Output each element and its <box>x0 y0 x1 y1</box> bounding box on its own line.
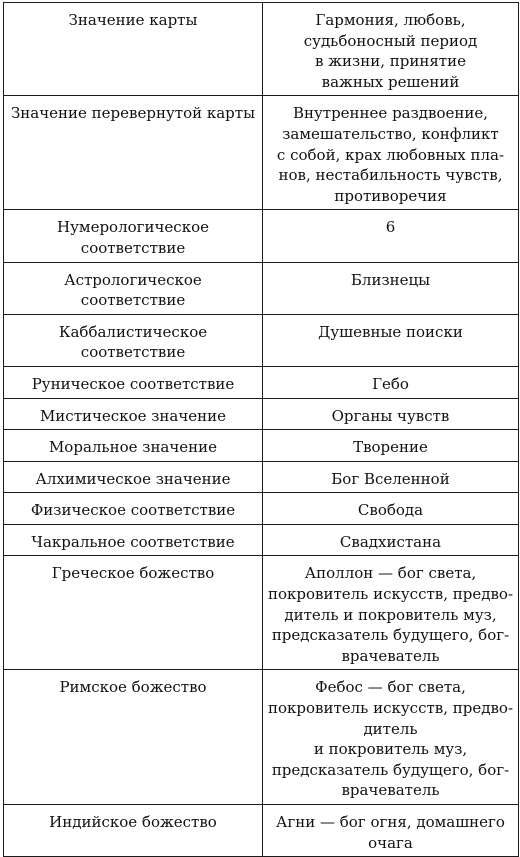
row-value: 6 <box>263 210 519 262</box>
table-row <box>4 262 519 314</box>
row-label: Римское божество <box>4 670 263 805</box>
row-label: Астрологическое соответствие <box>4 262 263 314</box>
row-value: Бог Вселенной <box>263 461 519 493</box>
row-label: Нумерологическое соответствие <box>4 210 263 262</box>
row-label: Мистическое значение <box>4 398 263 430</box>
row-label: Алхимическое значение <box>4 461 263 493</box>
row-value: Гебо <box>263 366 519 398</box>
table-row <box>4 96 519 210</box>
row-value: Свобода <box>263 493 519 525</box>
table-row <box>4 461 519 493</box>
row-value: Фебос — бог света, покровитель искусств, предво- дитель и покровитель муз, предсказатель будущего, бог- врачеватель <box>263 670 519 805</box>
row-label: Значение перевернутой карты <box>4 96 263 210</box>
row-label: Значение карты <box>4 3 263 96</box>
row-value: Аполлон — бог света, покровитель искусств, предво- дитель и покровитель муз, предсказатель будущего, бог- врачеватель <box>263 556 519 670</box>
row-value: Агни — бог огня, домашнего очага <box>263 805 519 857</box>
row-value: Свадхистана <box>263 524 519 556</box>
row-label: Индийское божество <box>4 805 263 857</box>
row-value: Гармония, любовь, судьбоносный период в жизни, принятие важных решений <box>263 3 519 96</box>
table-body <box>4 3 519 857</box>
table-row <box>4 805 519 857</box>
row-label: Каббалистическое соответствие <box>4 314 263 366</box>
row-value: Органы чувств <box>263 398 519 430</box>
row-label: Чакральное соответствие <box>4 524 263 556</box>
row-value: Творение <box>263 430 519 462</box>
correspondence-table <box>3 2 519 857</box>
row-value: Душевные поиски <box>263 314 519 366</box>
table-row <box>4 556 519 670</box>
table-row <box>4 670 519 805</box>
table-row <box>4 366 519 398</box>
row-label: Физическое соответствие <box>4 493 263 525</box>
table-row <box>4 493 519 525</box>
row-label: Моральное значение <box>4 430 263 462</box>
row-value: Внутреннее раздвоение, замешательство, конфликт с собой, крах любовных пла- нов, нестабильность чувств, противоречия <box>263 96 519 210</box>
table-row <box>4 314 519 366</box>
table-row <box>4 430 519 462</box>
row-label: Руническое соответствие <box>4 366 263 398</box>
row-value: Близнецы <box>263 262 519 314</box>
table-row <box>4 210 519 262</box>
table-row <box>4 524 519 556</box>
table-row <box>4 398 519 430</box>
table-row <box>4 3 519 96</box>
row-label: Греческое божество <box>4 556 263 670</box>
